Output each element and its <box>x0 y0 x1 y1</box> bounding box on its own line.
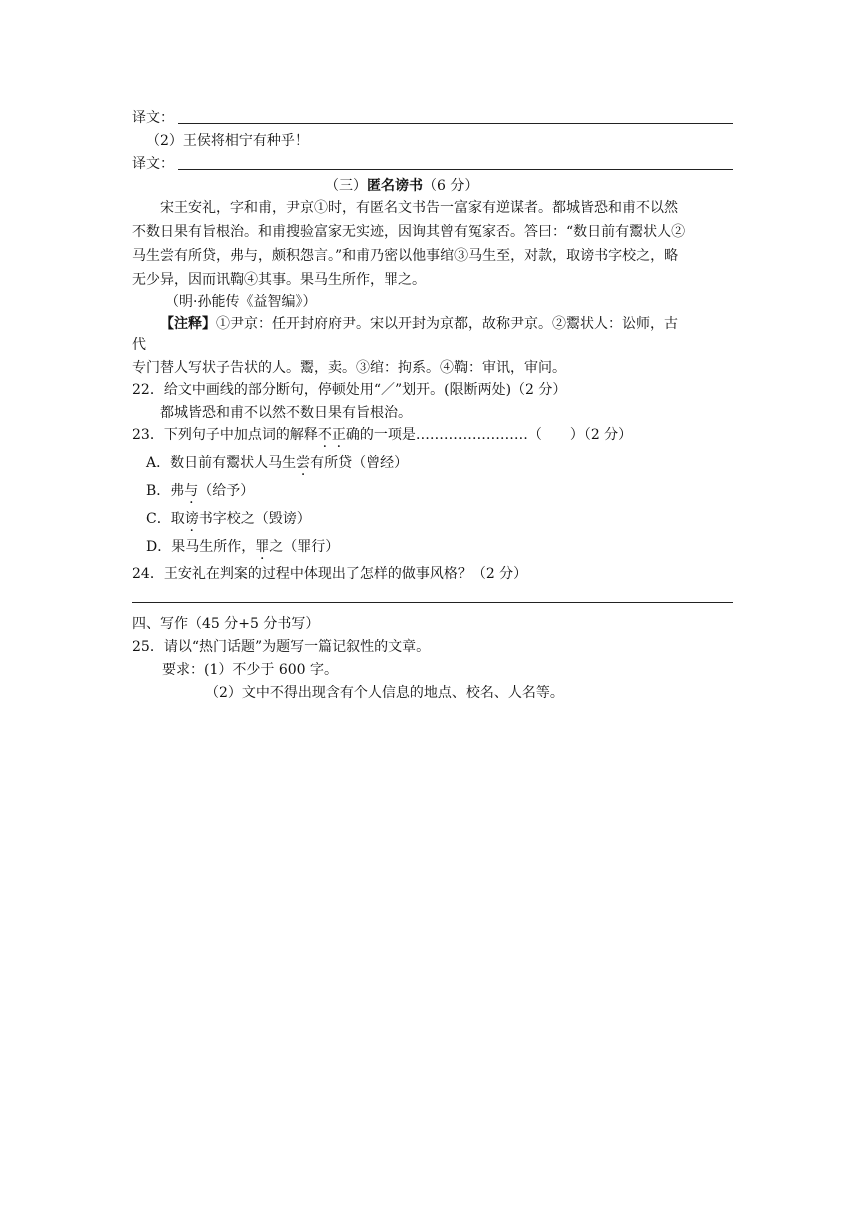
answer-line-3 <box>132 602 733 603</box>
emphasis-dot-word: 与 <box>184 483 199 499</box>
option-a-text-a: A．数日前有鬻状人马生 <box>146 455 297 471</box>
section3-title-score: （6 分） <box>423 178 479 194</box>
emphasis-dot-word: 正 <box>331 427 346 443</box>
option-d <box>146 537 339 557</box>
option-c-text-b: 书字校之（毁谤） <box>198 511 311 527</box>
requirement-2: （2）文中不得出现含有个人信息的地点、校名、人名等。 <box>205 685 564 701</box>
notes-head: 【注释】 <box>160 316 216 332</box>
section3-title-prefix: （三） <box>325 178 367 194</box>
emphasis-dot-word: 谤 <box>184 511 199 527</box>
question-23-stem-a: 23．下列句子中加点词的解释 <box>132 427 318 443</box>
passage-line-3: 马生尝有所贷，弗与，颇积怨言。”和甫乃密以他事绾③马生至，对款，取谤书字校之，略 <box>132 248 679 264</box>
option-b <box>146 481 254 501</box>
section3-title-bold: 匿名谤书 <box>367 178 423 194</box>
question-item-2: （2）王侯将相宁有种乎！ <box>146 133 309 149</box>
option-a <box>146 453 408 473</box>
requirement-1: 要求：(1）不少于 600 字。 <box>162 662 338 678</box>
emphasis-dot-word: 不 <box>317 427 332 443</box>
option-c-text-a: C．取 <box>146 511 185 527</box>
option-c <box>146 509 311 529</box>
section3-title <box>325 176 478 196</box>
option-d-text-b: 之（罪行） <box>269 539 340 555</box>
passage-line-2: 不数日果有旨根治。和甫搜验富家无实迹，因询其曾有冤家否。答曰：“数日前有鬻状人② <box>132 224 686 240</box>
question-23-stem <box>132 425 632 445</box>
notes-line-1 <box>160 314 678 334</box>
question-25-stem: 25．请以“热门话题”为题写一篇记叙性的文章。 <box>132 639 431 655</box>
option-b-text-a: B．弗 <box>146 483 185 499</box>
passage-line-1: 宋王安礼，字和甫，尹京①时，有匿名文书告一富家有逆谋者。都城皆恐和甫不以然 <box>160 200 678 216</box>
translation-label-2: 译文： <box>132 156 174 172</box>
translation-label-1: 译文： <box>132 110 174 126</box>
answer-line-2 <box>178 169 733 170</box>
passage-source: （明·孙能传《益智编》） <box>165 294 317 310</box>
section4-title: 四、写作（45 分+5 分书写） <box>132 616 320 632</box>
answer-line-1 <box>178 123 733 124</box>
option-b-text-b: （给予） <box>198 483 255 499</box>
passage-line-4: 无少异，因而讯鞫④其事。果马生所作，罪之。 <box>132 272 426 288</box>
question-22-stem: 22．给文中画线的部分断句，停顿处用“／”划开。(限断两处)（2 分） <box>132 382 567 398</box>
emphasis-dot-word: 尝 <box>296 455 311 471</box>
question-23-stem-b: 确的一项是……………………（ ）（2 分） <box>345 427 633 443</box>
option-d-text-a: D．果马生所作， <box>146 539 256 555</box>
question-22-text: 都城皆恐和甫不以然不数日果有旨根治。 <box>160 405 412 421</box>
notes-text-1: ①尹京：任开封府府尹。宋以开封为京都，故称尹京。②鬻状人：讼师，古 <box>216 316 678 332</box>
emphasis-dot-word: 罪 <box>255 539 270 555</box>
option-a-text-b: 有所贷（曾经） <box>310 455 409 471</box>
question-24-stem: 24．王安礼在判案的过程中体现出了怎样的做事风格？（2 分） <box>132 566 528 582</box>
notes-line-2: 代 <box>132 337 146 353</box>
notes-line-3: 专门替人写状子告状的人。鬻，卖。③绾：拘系。④鞫：审讯，审问。 <box>132 360 566 376</box>
